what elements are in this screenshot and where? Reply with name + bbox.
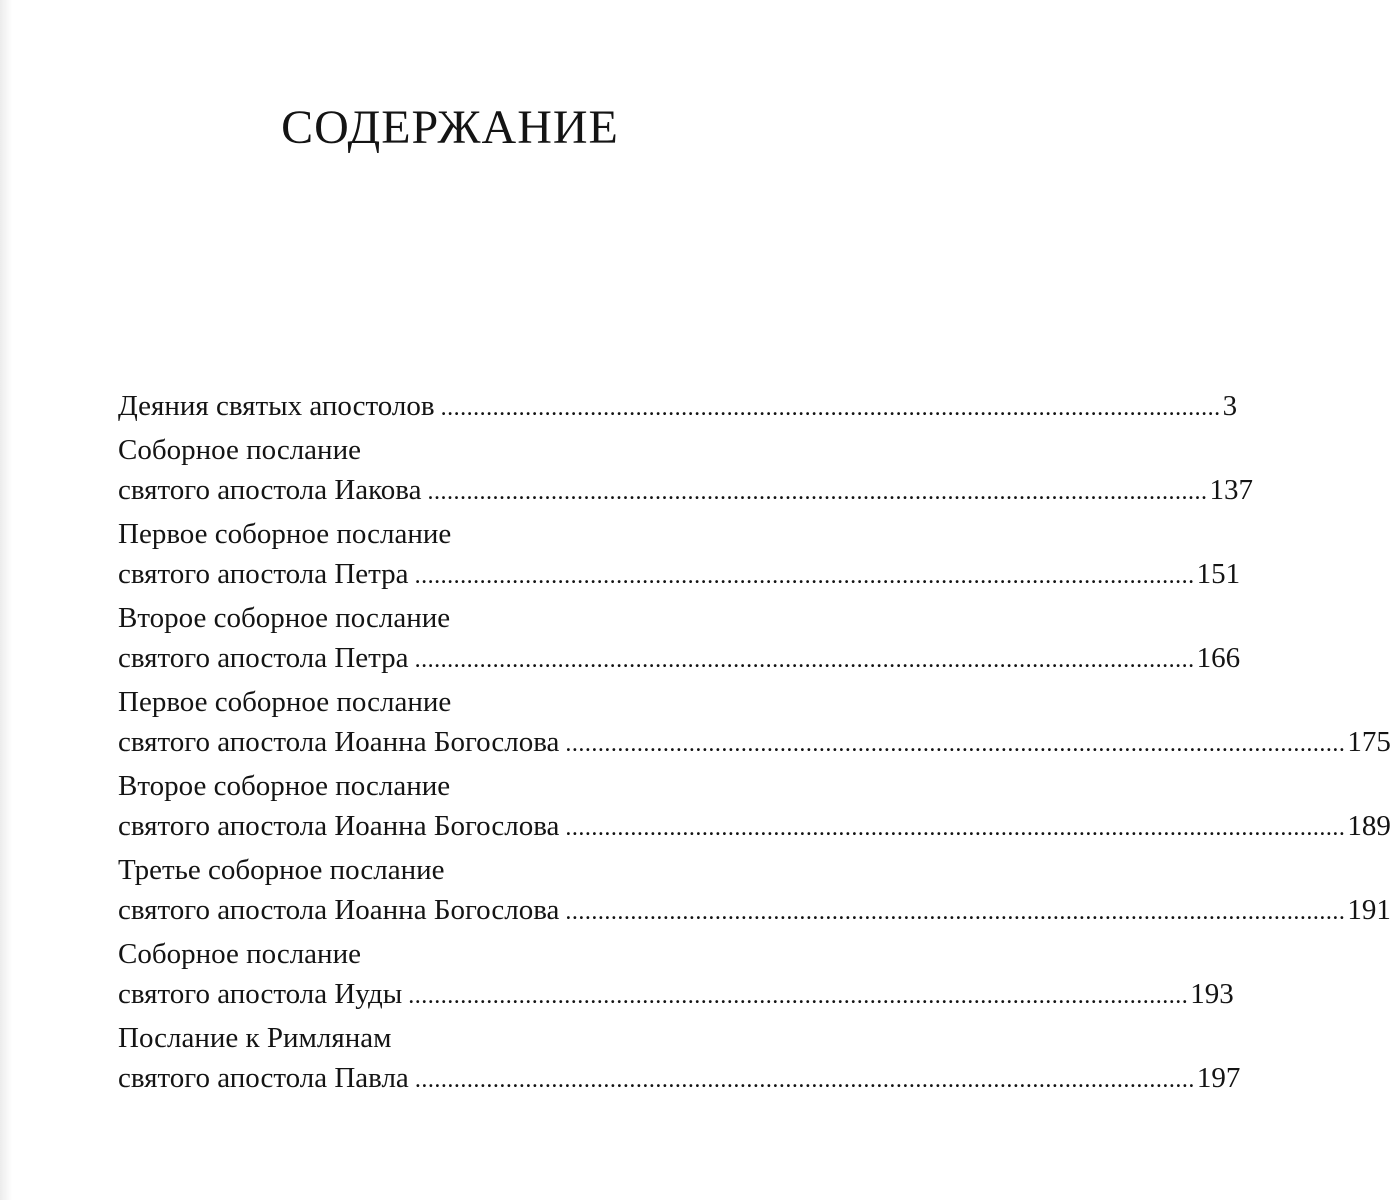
toc-entry-title: святого апостола Иоанна Богослова — [118, 894, 560, 926]
toc-entry-last-line — [118, 806, 1391, 847]
toc-page-number: 197 — [1196, 1062, 1241, 1094]
toc-page-number: 166 — [1196, 642, 1241, 674]
toc-entry[interactable] — [118, 682, 1391, 763]
toc-entry-last-line — [118, 890, 1391, 931]
toc-entry-last-line — [118, 386, 1238, 427]
toc-page-number: 193 — [1190, 978, 1234, 1010]
toc-entry-title-line: Второе соборное послание — [118, 601, 451, 634]
toc-entry[interactable] — [118, 598, 1241, 679]
dot-leader: ........................................................................................................................ — [440, 395, 1221, 421]
toc-entry-title-line: Первое соборное послание — [118, 517, 452, 550]
toc-entry-last-line — [118, 722, 1391, 763]
toc-entry-last-line — [118, 470, 1253, 511]
toc-entry-title-line: Послание к Римлянам — [118, 1021, 392, 1054]
toc-entry-title-line: Второе соборное послание — [118, 769, 451, 802]
dot-leader: ........................................................................................................................ — [427, 479, 1208, 505]
page-title: СОДЕРЖАНИЕ — [281, 101, 619, 154]
dot-leader: ........................................................................................................................ — [565, 731, 1346, 757]
dot-leader: ........................................................................................................................ — [565, 815, 1346, 841]
toc-entry-title: святого апостола Иуды — [118, 978, 403, 1010]
dot-leader: ........................................................................................................................ — [414, 563, 1195, 589]
toc-entry[interactable] — [118, 934, 1234, 1015]
toc-entry-last-line — [118, 638, 1241, 679]
toc-page-number: 191 — [1347, 894, 1391, 926]
toc-entry-title-line: Первое соборное послание — [118, 685, 452, 718]
toc-entry-title: святого апостола Иоанна Богослова — [118, 810, 560, 842]
toc-page-number: 175 — [1347, 726, 1391, 758]
toc-entry-last-line — [118, 554, 1241, 595]
toc-entry-title: святого апостола Петра — [118, 558, 409, 590]
toc-entry-title-line: Соборное послание — [118, 433, 361, 466]
toc-entry-title: святого апостола Иакова — [118, 474, 422, 506]
table-of-contents — [118, 386, 1391, 1102]
dot-leader: ........................................................................................................................ — [565, 899, 1346, 925]
toc-page-number: 3 — [1222, 390, 1238, 422]
toc-entry-title: святого апостола Павла — [118, 1062, 409, 1094]
dot-leader: ........................................................................................................................ — [408, 983, 1189, 1009]
toc-entry-last-line — [118, 974, 1234, 1015]
toc-entry-title: Деяния святых апостолов — [118, 390, 435, 422]
toc-entry-last-line — [118, 1058, 1241, 1099]
toc-entry[interactable] — [118, 766, 1391, 847]
toc-entry[interactable] — [118, 1018, 1241, 1099]
toc-entry[interactable] — [118, 386, 1238, 427]
toc-page-number: 189 — [1347, 810, 1391, 842]
toc-page-number: 151 — [1196, 558, 1241, 590]
toc-entry-title-line: Третье соборное послание — [118, 853, 445, 886]
toc-entry-title: святого апостола Петра — [118, 642, 409, 674]
toc-entry[interactable] — [118, 850, 1391, 931]
page-edge-shadow — [0, 0, 12, 1200]
toc-page-number: 137 — [1209, 474, 1253, 506]
toc-entry-title-line: Соборное послание — [118, 937, 361, 970]
toc-entry[interactable] — [118, 514, 1241, 595]
toc-entry-title: святого апостола Иоанна Богослова — [118, 726, 560, 758]
dot-leader: ........................................................................................................................ — [414, 647, 1195, 673]
toc-entry[interactable] — [118, 430, 1253, 511]
dot-leader: ........................................................................................................................ — [414, 1067, 1195, 1093]
